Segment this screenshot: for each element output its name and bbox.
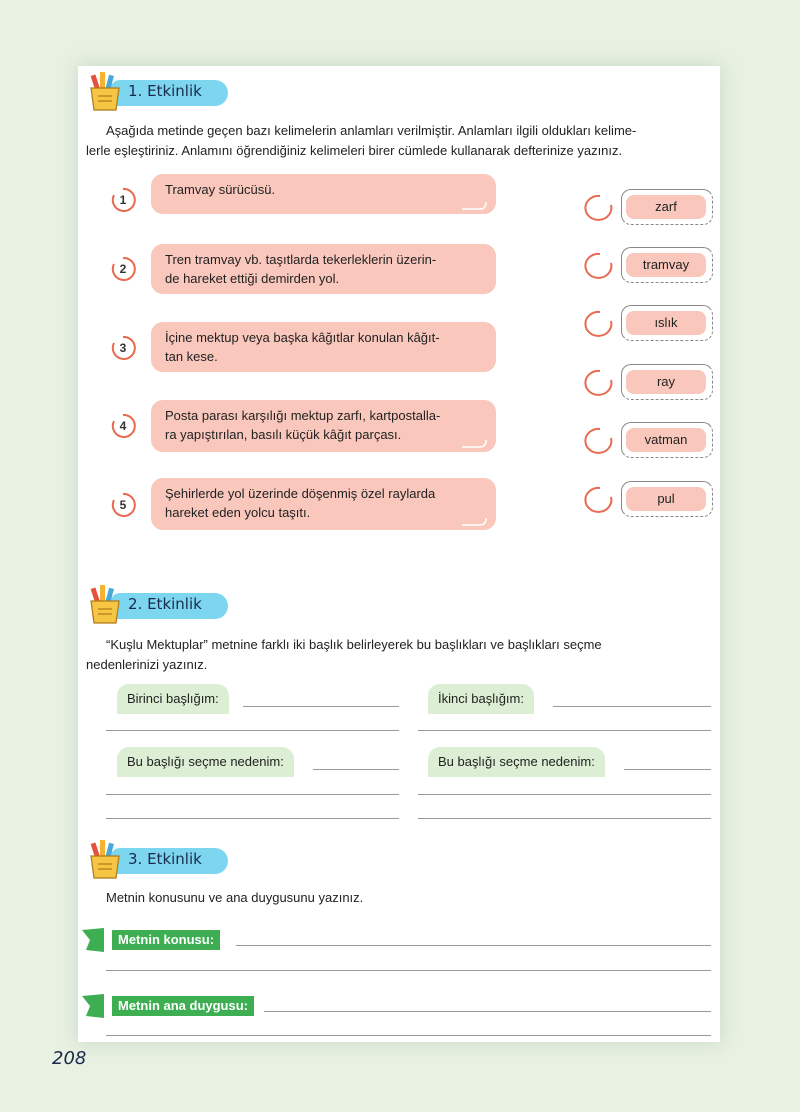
topic-answer-line[interactable] — [236, 945, 711, 946]
word-label: zarf — [626, 195, 706, 219]
definition-1 — [151, 174, 496, 214]
number-circle-3 — [110, 335, 136, 361]
activity-2-instruction-line2: nedenlerinizi yazınız. — [86, 657, 208, 672]
definition-5 — [151, 478, 496, 530]
definition-text-line1: Posta parası karşılığı mektup zarfı, kartpostalla- — [165, 408, 441, 423]
word-label: ray — [626, 370, 706, 394]
word-card-ray — [621, 364, 713, 400]
definition-text-line1: İçine mektup veya başka kâğıtlar konulan kâğıt- — [165, 330, 440, 345]
definition-text-line1: Tren tramvay vb. taşıtlarda tekerleklerin üzerin- — [165, 252, 437, 267]
definition-text-line2: de hareket ettiği demirden yol. — [165, 271, 340, 286]
definition-text-line2: tan kese. — [165, 349, 218, 364]
definition-4 — [151, 400, 496, 452]
emotion-answer-line-2[interactable] — [106, 1035, 711, 1036]
pencil-cup-icon — [88, 585, 122, 625]
second-title-answer-line[interactable] — [553, 706, 711, 707]
number-circle-4 — [110, 413, 136, 439]
word-card-pul — [621, 481, 713, 517]
topic-label: Metnin konusu: — [112, 930, 220, 950]
number-label: 4 — [119, 419, 127, 433]
page-curl-icon — [462, 516, 488, 526]
first-title-answer-line[interactable] — [243, 706, 399, 707]
word-label: vatman — [626, 428, 706, 452]
answer-circle-1[interactable] — [580, 193, 614, 223]
reason-label-left: Bu başlığı seçme nedenim: — [117, 747, 294, 777]
activity-3-instruction: Metnin konusunu ve ana duygusunu yazınız. — [106, 890, 364, 905]
word-label: ıslık — [626, 311, 706, 335]
activity-1-instruction-line1: Aşağıda metinde geçen bazı kelimelerin anlamları verilmiştir. Anlamları ilgili oldukları kelime- — [106, 123, 637, 138]
definition-text-line2: hareket eden yolcu taşıtı. — [165, 505, 311, 520]
definition-3 — [151, 322, 496, 372]
reason-left-answer-line-2[interactable] — [106, 794, 399, 795]
pencil-cup-icon — [88, 840, 122, 880]
activity-2-title: 2. Etkinlik — [128, 595, 202, 613]
word-label: pul — [626, 487, 706, 511]
answer-circle-5[interactable] — [580, 426, 614, 456]
definition-text-line1: Tramvay sürücüsü. — [165, 182, 276, 197]
answer-circle-2[interactable] — [580, 251, 614, 281]
reason-right-answer-line-2[interactable] — [418, 794, 711, 795]
reason-label-right: Bu başlığı seçme nedenim: — [428, 747, 605, 777]
reason-right-answer-line-3[interactable] — [418, 818, 711, 819]
page-number: 208 — [52, 1048, 87, 1069]
emotion-answer-line[interactable] — [264, 1011, 711, 1012]
emotion-label: Metnin ana duygusu: — [112, 996, 254, 1016]
second-title-answer-line-2[interactable] — [418, 730, 711, 731]
reason-left-answer-line-3[interactable] — [106, 818, 399, 819]
number-circle-1 — [110, 187, 136, 213]
page-curl-icon — [462, 200, 488, 210]
number-label: 5 — [119, 498, 127, 512]
reason-right-answer-line[interactable] — [624, 769, 711, 770]
word-card-vatman — [621, 422, 713, 458]
answer-circle-3[interactable] — [580, 309, 614, 339]
definition-text-line2: ra yapıştırılan, basılı küçük kâğıt parçası. — [165, 427, 402, 442]
pencil-cup-icon — [88, 72, 122, 112]
second-title-label: İkinci başlığım: — [428, 684, 534, 714]
first-title-answer-line-2[interactable] — [106, 730, 399, 731]
number-circle-2 — [110, 256, 136, 282]
activity-1-header — [88, 72, 228, 112]
word-card-tramvay — [621, 247, 713, 283]
definition-text-line1: Şehirlerde yol üzerinde döşenmiş özel raylarda — [165, 486, 436, 501]
activity-2-header — [88, 585, 228, 625]
green-flag-icon — [82, 928, 104, 952]
activity-3-title: 3. Etkinlik — [128, 850, 202, 868]
page-curl-icon — [462, 438, 488, 448]
answer-circle-6[interactable] — [580, 485, 614, 515]
activity-1-instruction-line2: lerle eşleştiriniz. Anlamını öğrendiğiniz kelimeleri birer cümlede kullanarak defterinize yazınız. — [86, 143, 623, 158]
activity-3-header — [88, 840, 228, 880]
word-label: tramvay — [626, 253, 706, 277]
reason-left-answer-line[interactable] — [313, 769, 399, 770]
topic-answer-line-2[interactable] — [106, 970, 711, 971]
first-title-label: Birinci başlığım: — [117, 684, 229, 714]
green-flag-icon — [82, 994, 104, 1018]
number-label: 3 — [119, 341, 127, 355]
number-label: 1 — [119, 193, 127, 207]
activity-1-title: 1. Etkinlik — [128, 82, 202, 100]
answer-circle-4[interactable] — [580, 368, 614, 398]
number-circle-5 — [110, 492, 136, 518]
number-label: 2 — [119, 262, 127, 276]
word-card-islik — [621, 305, 713, 341]
activity-2-instruction-line1: “Kuşlu Mektuplar” metnine farklı iki başlık belirleyerek bu başlıkları ve başlıkları seçme — [106, 637, 602, 652]
definition-2 — [151, 244, 496, 294]
word-card-zarf — [621, 189, 713, 225]
